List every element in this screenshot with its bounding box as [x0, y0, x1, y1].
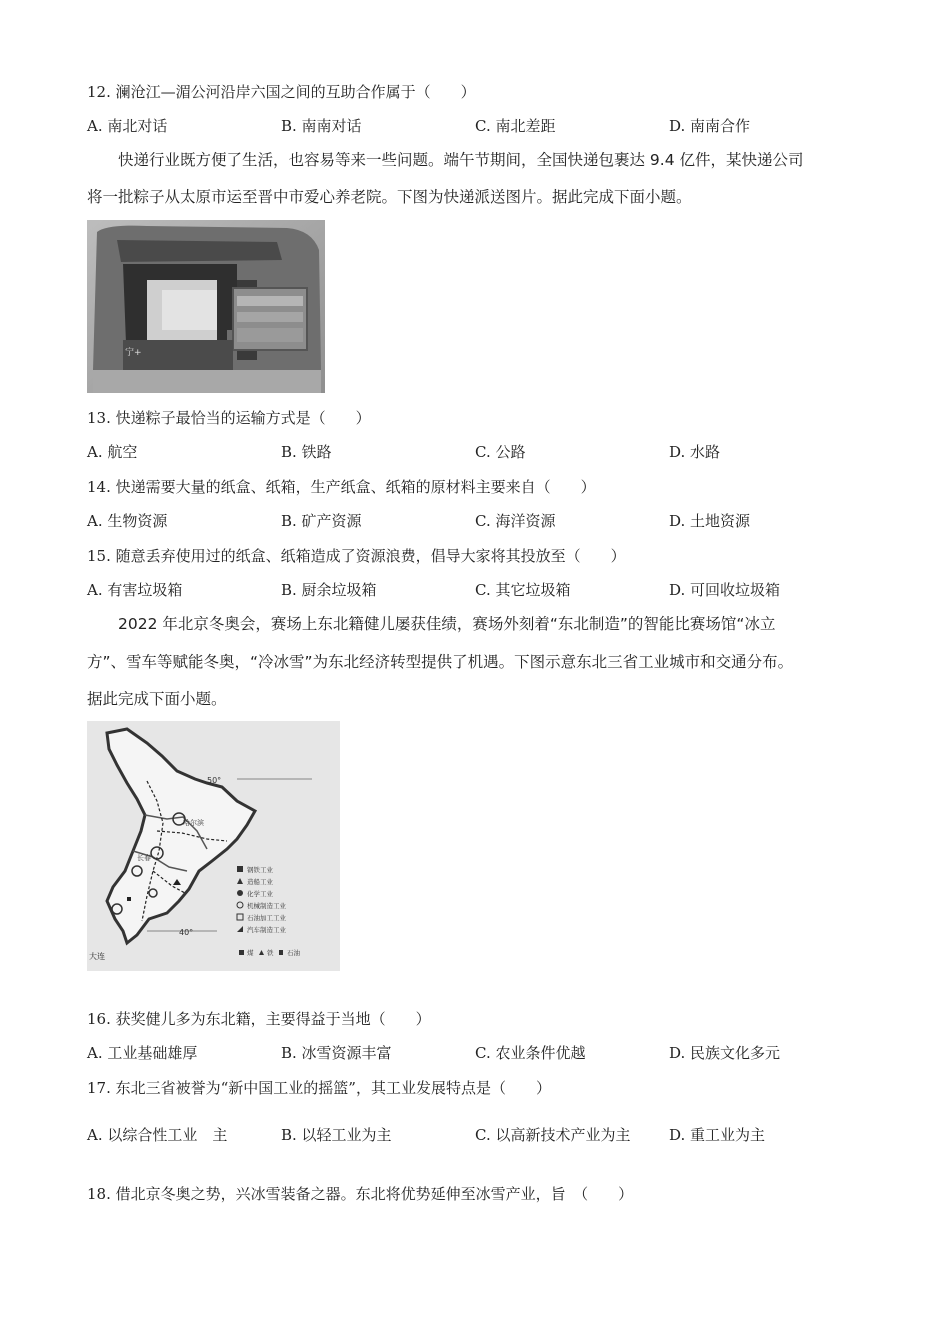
passage-2-line-2: 方”、雪车等赋能冬奥，“冷冰雪”为东北经济转型提供了机遇。下图示意东北三省工业城市和交通分布。 — [87, 653, 794, 671]
legend-chemical-icon — [237, 890, 243, 896]
q12-option-d: D. 南南合作 — [669, 117, 751, 135]
q14-option-a: A. 生物资源 — [87, 512, 168, 530]
latitude-40-label: 40° — [179, 928, 194, 937]
q17-option-d: D. 重工业为主 — [669, 1126, 766, 1144]
delivery-van-photo — [87, 220, 325, 393]
q16-option-c: C. 农业条件优越 — [475, 1044, 586, 1062]
q15-option-a: A. 有害垃圾箱 — [87, 581, 183, 599]
q16-option-b: B. 冰雪资源丰富 — [281, 1044, 392, 1062]
q15-option-c: C. 其它垃圾箱 — [475, 581, 571, 599]
q15-option-d: D. 可回收垃圾箱 — [669, 581, 781, 599]
q17-option-a: A. 以综合性工业 主 — [87, 1126, 228, 1144]
passage-1-line-2: 将一批粽子从太原市运至晋中市爱心养老院。下图为快递派送图片。据此完成下面小题。 — [87, 188, 692, 206]
q13-option-c: C. 公路 — [475, 443, 526, 461]
q14-option-b: B. 矿产资源 — [281, 512, 362, 530]
legend-coal-icon — [239, 950, 244, 955]
photo-caption: 宁+ — [125, 348, 142, 358]
q12-option-a: A. 南北对话 — [87, 117, 168, 135]
legend-automobile: 汽车制造工业 — [247, 926, 286, 934]
q13-option-a: A. 航空 — [87, 443, 138, 461]
q12-option-b: B. 南南对话 — [281, 117, 362, 135]
question-17-stem: 17. 东北三省被誉为“新中国工业的摇篮”，其工业发展特点是（ ） — [87, 1079, 551, 1097]
passage-2-line-1: 2022 年北京冬奥会，赛场上东北籍健儿屡获佳绩，赛场外刻着“东北制造”的智能比赛场馆“冰立 — [118, 615, 776, 633]
q12-option-c: C. 南北差距 — [475, 117, 556, 135]
legend-machinery: 机械制造工业 — [247, 902, 286, 910]
q16-option-d: D. 民族文化多元 — [669, 1044, 781, 1062]
question-18-stem: 18. 借北京冬奥之势，兴冰雪装备之器。东北将优势延伸至冰雪产业，旨 （ ） — [87, 1185, 634, 1203]
latitude-50-label: 50° — [207, 776, 222, 785]
q14-option-d: D. 土地资源 — [669, 512, 751, 530]
q16-option-a: A. 工业基础雄厚 — [87, 1044, 198, 1062]
q14-option-c: C. 海洋资源 — [475, 512, 556, 530]
question-14-stem: 14. 快递需要大量的纸盒、纸箱，生产纸盒、纸箱的原材料主要来自（ ） — [87, 478, 596, 496]
legend-steel-icon — [237, 866, 243, 872]
question-15-stem: 15. 随意丢弃使用过的纸盒、纸箱造成了资源浪费，倡导大家将其投放至（ ） — [87, 547, 626, 565]
passage-2-line-3: 据此完成下面小题。 — [87, 690, 227, 708]
legend-coal: 煤 — [247, 949, 254, 957]
passage-1-line-1: 快递行业既方便了生活，也容易等来一些问题。端午节期间，全国快递包裹达 9.4 亿件，某快递公司 — [118, 151, 804, 169]
question-16-stem: 16. 获奖健儿多为东北籍，主要得益于当地（ ） — [87, 1010, 431, 1028]
legend-oil: 石油 — [287, 949, 300, 957]
q17-option-b: B. 以轻工业为主 — [281, 1126, 392, 1144]
coal-symbol — [127, 897, 131, 901]
city-label-harbin: 哈尔滨 — [183, 819, 204, 827]
legend-petroleum: 石油加工工业 — [247, 914, 286, 922]
q17-option-c: C. 以高新技术产业为主 — [475, 1126, 631, 1144]
legend-steel: 钢铁工业 — [247, 866, 273, 874]
city-label-dalian: 大连 — [89, 952, 105, 961]
legend-iron: 铁 — [267, 949, 274, 957]
city-label-changchun: 长春 — [137, 854, 151, 862]
q13-option-d: D. 水路 — [669, 443, 721, 461]
q15-option-b: B. 厨余垃圾箱 — [281, 581, 377, 599]
question-13-stem: 13. 快递粽子最恰当的运输方式是（ ） — [87, 409, 371, 427]
legend-shipbuilding: 造船工业 — [247, 878, 273, 886]
northeast-china-industry-map — [87, 721, 340, 971]
legend-chemical: 化学工业 — [247, 890, 273, 898]
question-12-stem: 12. 澜沧江—湄公河沿岸六国之间的互助合作属于（ ） — [87, 83, 476, 101]
q13-option-b: B. 铁路 — [281, 443, 332, 461]
legend-oil-icon — [279, 950, 283, 955]
